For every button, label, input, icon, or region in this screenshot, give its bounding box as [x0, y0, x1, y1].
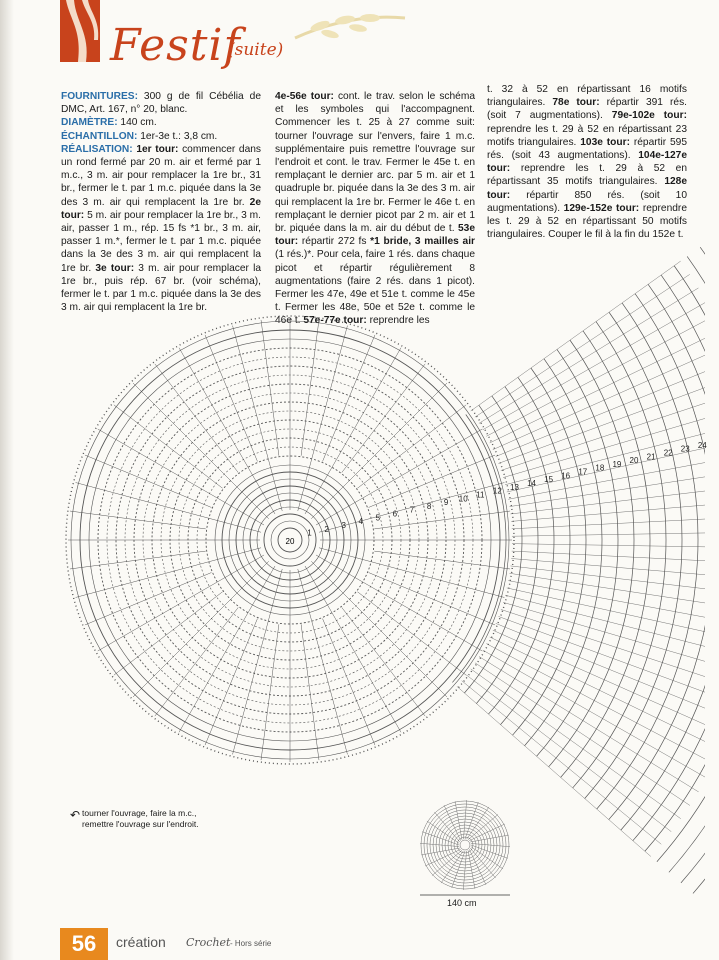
chart-spoke [205, 335, 257, 462]
chart-row-number: 15 [544, 475, 554, 485]
thumbnail-ring [421, 801, 509, 889]
chart-fan-arc [488, 387, 554, 714]
page-subtitle: (suite) [228, 40, 284, 60]
thumbnail-spoke [471, 843, 510, 846]
chart-row-number: 24 [697, 440, 707, 450]
round-129-152-text: reprendre les t. 29 à 52 en répartissant 50 motifs triangulaires. Couper le fil à la fin du 152e t. [487, 202, 687, 241]
chart-row-number: 17 [578, 467, 588, 477]
thumbnail-ring [436, 816, 494, 874]
chart-fan-spoke [493, 345, 719, 450]
echantillon-label: ÉCHANTILLON: [61, 130, 138, 142]
magazine-brand: création [116, 934, 166, 950]
chart-row-number: 14 [527, 478, 536, 488]
diametre-label: DIAMÈTRE: [61, 117, 118, 129]
chart-center-label: 20 [285, 537, 295, 546]
chart-row-number: 16 [561, 471, 571, 481]
chart-fan-spoke [509, 573, 719, 612]
chart-row-number: 20 [629, 456, 639, 466]
chart-spoke [369, 455, 496, 507]
round-78-label: 78e tour: [552, 97, 600, 109]
chart-row-number: 3 [341, 520, 346, 530]
chart-fan-spoke [512, 532, 719, 536]
round-57-77-text: reprendre les [366, 315, 430, 327]
chart-row-number: 8 [426, 501, 432, 511]
chart-spoke [311, 383, 447, 519]
round-103-text: répartir 595 rés. (soit 43 augmentations). [487, 136, 687, 162]
chart-fan-spoke [511, 559, 719, 581]
chart-spoke [85, 573, 212, 625]
thumbnail-ring [457, 837, 473, 853]
chart-fan-spoke [512, 544, 719, 548]
chart-spoke [114, 592, 223, 675]
fournitures-text: 300 g de fil Cébélia de DMC, Art. 167, n° 20, blanc. [61, 91, 261, 116]
magazine-brand-script: Crochet [186, 936, 231, 949]
round-53-text-2: (1 rés.)*. Pour cela, faire 1 rés. dans chaque picot et répartir régulièrement 8 augmentations (faire 2 rés. dans 1 picot). Fermer les 47e, 49e et 51e t. comme le 45e t. Fermer les 48e, 50e et 52e t. comme le 46e t. [275, 249, 475, 327]
round-79-102-label: 79e-102e tour: [611, 110, 687, 122]
round-2-text: 5 m. air pour remplacer la 1re br., 3 m. air, passer 1 m., rép. 15 fs *1 br., 3 m. air, passer 1 m.*, fermer le t. par 1 m.c. piquée dans la 3e des 3 m. air qui remplacent la 1re br. [61, 209, 261, 274]
thumbnail-ring [460, 840, 470, 850]
round-3-text: 3 m. air pour remplacer la 1re br., puis rép. 67 br. (voir schéma), fermer le t. par 1 m.c. piquée dans la 3e des 3 m. air qui remplacent la 1re br. [61, 262, 262, 314]
chart-row-number: 13 [510, 482, 519, 492]
round-53-text: répartir 272 fs [298, 236, 371, 248]
chart-row-number: 1 [307, 528, 312, 538]
thumbnail-ring [448, 828, 482, 862]
chart-fan-spoke [483, 650, 707, 778]
round-128-text: répartir 850 rés. (soit 10 augmentations). [487, 189, 687, 214]
chart-row-number: 22 [663, 448, 673, 458]
chart-row-number: 7 [409, 505, 415, 515]
chart-fan-spoke [483, 302, 707, 430]
round-4-56-label: 4e-56e tour: [275, 91, 334, 102]
chart-row-number: 19 [612, 459, 622, 469]
round-3-label: 3e tour: [95, 262, 135, 274]
round-53-bold: *1 bride, 3 mailles air [370, 236, 475, 248]
chart-fan-spoke [479, 657, 699, 792]
thumbnail-ring [424, 804, 506, 886]
chart-spoke [155, 364, 238, 473]
chart-row-number: 2 [324, 524, 329, 534]
diametre-text: 140 cm. [117, 117, 157, 129]
realisation-text: commencer dans un rond fermé par 20 m. air et fermé par 1 m.c., 3 m. air pour remplacer la 1re br., 31 br., fermer le t. par 1 m.c. piquée dans la 3e des 3 m. air qui remplacent la 1re br. [61, 143, 261, 208]
round-4-56-text: cont. le trav. selon le schéma et les symboles qui l'accompagnent. Commencer les t. 25 à 27 comme suit: tourner l'ouvrage sur l'envers, faire 1 m.c. supplémentaire puis remettre l'ouvrage sur l'endroit et cont. le trav. Fermer le 45e t. en remplaçant le dernier arc. par 5 m. air et 1 quadruple br. piquée dans la 3e des 3 m. air qui remplacent la 1re br. Fermer le 46e t. en remplaçant le dernier picot par 2 m. air et 1 br. piquée dans la m. air du début de t. [275, 91, 476, 235]
round-104-127-label: 104e-127e tour: [487, 150, 687, 175]
chart-spoke [311, 561, 447, 697]
chart-row-number: 18 [595, 463, 605, 473]
page-footer [60, 928, 700, 960]
round-57-77-label: 57e-77e tour: [303, 315, 367, 327]
round-1-label: 1er tour: [132, 143, 179, 155]
diameter-dimension-label: 140 cm [447, 898, 477, 908]
chart-edge-mask [705, 0, 719, 960]
chart-row-number: 6 [392, 509, 398, 519]
round-128-label: 128e tour: [487, 176, 687, 201]
chart-fan-spoke [493, 630, 719, 735]
chart-row-number: 21 [646, 452, 656, 462]
page-title: Festif [110, 20, 241, 71]
chart-fan-spoke [512, 516, 719, 529]
round-53-label: 53e tour: [275, 223, 475, 248]
round-2-label: 2e tour: [61, 196, 261, 221]
chart-spoke [155, 607, 238, 716]
chart-row-number: 10 [458, 494, 468, 504]
chart-row-number: 9 [443, 498, 449, 508]
round-129-152-label: 129e-152e tour: [563, 202, 640, 214]
round-103-label: 103e tour: [580, 136, 630, 148]
thumbnail-ring [454, 834, 476, 856]
legend-text: tourner l'ouvrage, faire la m.c., remettre l'ouvrage sur l'endroit. [82, 808, 199, 829]
round-79-102-text: reprendre les t. 29 à 52 en répartissant 23 motifs triangulaires. [487, 123, 687, 148]
page-number: 56 [60, 928, 108, 960]
chart-row-number: 23 [680, 444, 690, 454]
turn-work-symbol-icon: ↶ [70, 808, 81, 822]
chart-row-number: 12 [492, 486, 502, 496]
thumbnail-spoke [463, 800, 466, 839]
magazine-edition: - Hors série [230, 939, 272, 948]
chart-row-number: 5 [375, 513, 381, 523]
round-104-127-text: reprendre les t. 29 à 52 en répartissant 35 motifs triangulaires. [487, 163, 687, 188]
chart-fan-arc [501, 377, 570, 724]
chart-fan-spoke [479, 288, 699, 424]
thumbnail-ring [451, 831, 479, 859]
echantillon-text: 1er-3e t.: 3,8 cm. [137, 130, 218, 142]
chart-fan-spoke [510, 484, 719, 514]
chart-spoke [85, 455, 212, 507]
chart-spoke [323, 619, 375, 746]
round-78-text: répartir 391 rés. (soit 7 augmentations). [487, 97, 688, 122]
chart-fan-spoke [509, 468, 719, 507]
chart-row-number: 4 [358, 517, 363, 527]
thumbnail-spoke [420, 843, 459, 846]
thumbnail-spoke [463, 851, 466, 890]
chart-row-number: 11 [476, 490, 485, 500]
realisation-label: RÉALISATION: [61, 143, 133, 155]
chart-spoke [357, 592, 466, 675]
fournitures-label: FOURNITURES: [61, 91, 138, 102]
chart-spoke [133, 561, 269, 697]
chart-spoke [205, 619, 257, 746]
chart-spoke [357, 405, 466, 488]
chart-fan-spoke [510, 566, 719, 596]
chart-fan-spoke [511, 500, 719, 522]
chart-spoke [323, 335, 375, 462]
finished-doily-thumbnail [410, 797, 520, 897]
col3-intro: t. 32 à 52 en répartissant 16 motifs triangulaires. [487, 84, 687, 109]
chart-fan-spoke [471, 261, 681, 411]
chart-fan-spoke [505, 595, 719, 659]
chart-spoke [133, 383, 269, 519]
chart-fan-spoke [512, 551, 719, 564]
chart-spoke [369, 573, 496, 625]
